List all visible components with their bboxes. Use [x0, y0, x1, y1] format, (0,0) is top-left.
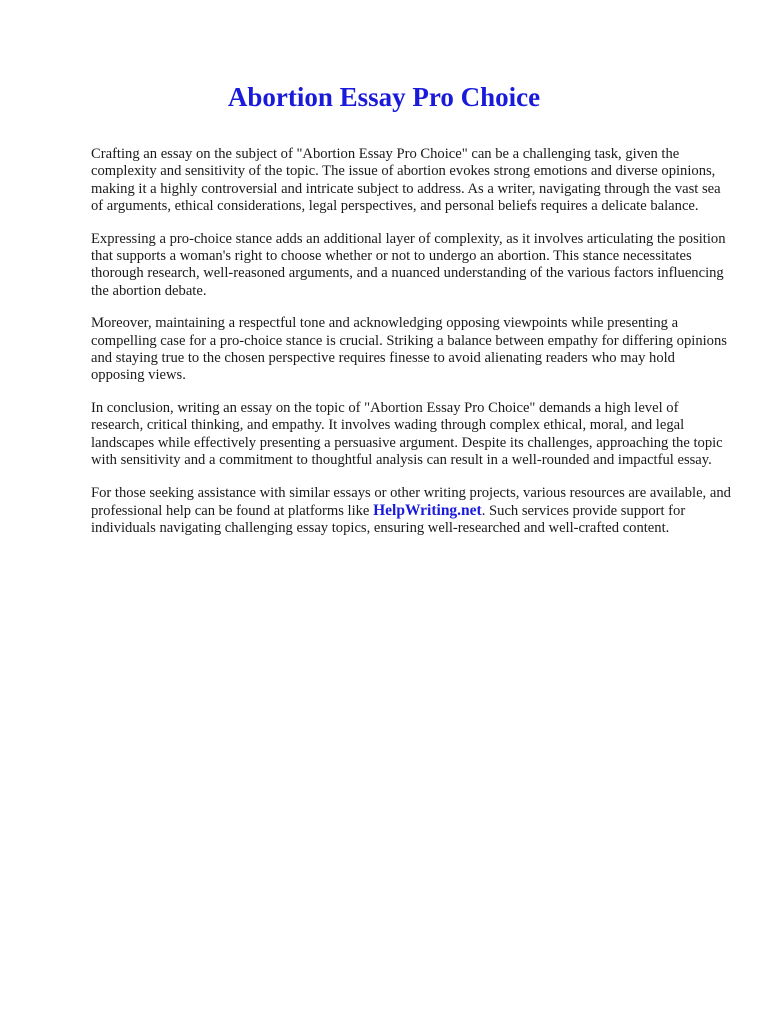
paragraph-resources [91, 485, 731, 538]
paragraph-pro-choice-stance: Expressing a pro-choice stance adds an additional layer of complexity, as it involves articulating the position that supports a woman's right to choose whether or not to undergo an abortion. This stance necessitates thorough research, well-reasoned arguments, and a nuanced understanding of the various factors influencing the abortion debate. [91, 230, 726, 299]
paragraph-resources-after-link: . Such services provide support for individuals navigating challenging essay topics, ensuring well-researched and well-crafted content. [91, 502, 686, 537]
helpwriting-link[interactable]: HelpWriting.net [373, 501, 482, 519]
paragraph-respectful-tone: Moreover, maintaining a respectful tone and acknowledging opposing viewpoints while presenting a compelling case for a pro-choice stance is crucial. Striking a balance between empathy for differing opinions and staying true to the chosen perspective requires finesse to avoid alienating readers who may hold opposing views. [91, 315, 727, 384]
paragraph-intro: Crafting an essay on the subject of "Abortion Essay Pro Choice" can be a challenging task, given the complexity and sensitivity of the topic. The issue of abortion evokes strong emotions and diverse opinions, making it a highly controversial and intricate subject to address. As a writer, navigating through the vast sea of arguments, ethical considerations, legal perspectives, and personal beliefs requires a delicate balance. [91, 146, 721, 215]
paragraph-conclusion: In conclusion, writing an essay on the topic of "Abortion Essay Pro Choice" demands a high level of research, critical thinking, and empathy. It involves wading through complex ethical, moral, and legal landscapes while effectively presenting a persuasive argument. Despite its challenges, approaching the topic with sensitivity and a commitment to thoughtful analysis can result in a well-rounded and impactful essay. [91, 399, 723, 469]
document-body [91, 146, 731, 553]
paragraph-resources-before-link: For those seeking assistance with similar essays or other writing projects, various resources are available, and professional help can be found at platforms like [91, 484, 731, 519]
document-title: Abortion Essay Pro Choice [227, 82, 541, 112]
